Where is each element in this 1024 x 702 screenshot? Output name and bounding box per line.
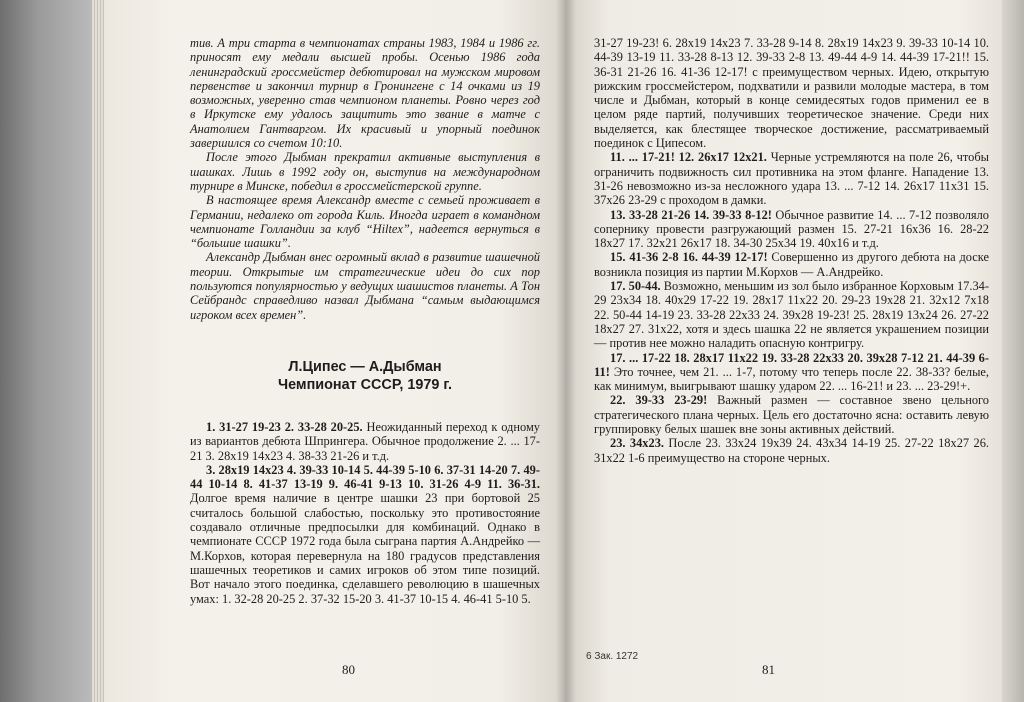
commentary: Совершенно из другого дебюта на доске возникла позиция из партии М.Корхов — А.Андрейко. — [594, 250, 989, 279]
right-page-text — [594, 36, 989, 465]
page-number-left: 80 — [342, 662, 355, 677]
game-paragraph-8 — [594, 393, 989, 436]
moves: 15. 41-36 2-8 16. 44-39 12-17! — [610, 250, 768, 265]
game-title-event: Чемпионат СССР, 1979 г. — [278, 376, 452, 393]
game-paragraph-2 — [190, 463, 540, 606]
commentary: Важный размен — составное звено цельного стратегического плана черных. Цель его достаточно ясна: оставить левую группировку белых шашек вне зоны активных действий. — [594, 393, 989, 437]
scan-background-right — [1002, 0, 1024, 702]
commentary: Долгое время наличие в центре шашки 23 при бортовой 25 считалось большой слабостью, поскольку это противостояние создавало отличные предпосылки для комбинаций. Однако в чемпионате СССР 1972 года была сыграна партия А.Андрейко — М.Корхов, которая перевернула на 180 градусов представления шашечных теоретиков и самих игроков об этом типе позиций. Вот начало этого поединка, сделавшего революцию в шашечных умах: 1. 32-28 20-25 2. 37-32 15-20 3. 41-37 10-15 4. 46-41 5-10 5. — [190, 491, 540, 606]
intro-paragraph-3: В настоящее время Александр вместе с семьей проживает в Германии, недалеко от города Киль. Иногда играет в командном чемпионате Голландии за клуб “Hiltex”, надеется вернуться в “большие шашки”. — [190, 193, 540, 251]
intro-paragraph-1: тив. А три старта в чемпионатах страны 1983, 1984 и 1986 гг. приносят ему медали высшей пробы. Осенью 1986 года ленинградский гроссмейстер дебютировал на мужском мировом первенстве и закончил турнир в Гронингене с 14 очками из 19 возможных, уверенно став чемпионом планеты. Ровно через год в Иркутске ему удалось защитить это звание в матче с Анатолием Гантваргом. Их красивый и упорный поединок завершился со счетом 10:10. — [190, 36, 540, 151]
commentary: Обычное развитие 14. ... 7-12 позволяло сопернику провести разгружающий размен 15. 27-21 16x36 16. 28-22 18x27 17. 32x21 26x17 18. 34-30 25x34 19. 40x16 и т.д. — [594, 207, 989, 251]
game-paragraph-3 — [594, 150, 989, 207]
moves: 23. 34x23. — [610, 436, 664, 451]
game-paragraph-5 — [594, 250, 989, 279]
game-title-players: Л.Ципес — А.Дыбман — [288, 358, 442, 375]
commentary: Возможно, меньшим из зол было избранное Корховым 17.34-29 23x34 18. 40x29 17-22 19. 28x17 11x22 20. 29-23 19x28 21. 32x12 7x18 22. 50-44 14-19 23. 33-28 22x33 24. 39x28 19-23! 25. 28x19 13x24 26. 27-22 18x27 27. 31x22, хотя и здесь шашка 22 не является украшением позиции — против нее можно наладить опасную контригру. — [594, 279, 989, 351]
game-paragraph-7 — [594, 351, 989, 394]
moves: 3. 28x19 14x23 4. 39-33 10-14 5. 44-39 5-10 6. 37-31 14-20 7. 49-44 10-14 8. 41-37 13-19 9. 46-41 9-13 10. 31-26 4-9 11. 36-31. — [190, 462, 540, 492]
commentary: После 23. 33x24 19x39 24. 43x34 14-19 25. 27-22 18x27 26. 31x22 1-6 преимущество на стороне черных. — [594, 436, 989, 465]
moves: 11. ... 17-21! 12. 26x17 12x21. — [610, 150, 767, 165]
game-paragraph-4 — [594, 208, 989, 251]
commentary: Это точнее, чем 21. ... 1-7, потому что теперь после 22. 38-33? белые, как минимум, выигрывают шашку ударом 22. ... 16-21! и 23. ... 23-29!+. — [594, 364, 989, 394]
moves: 13. 33-28 21-26 14. 39-33 8-12! — [610, 207, 772, 222]
game-paragraph-9 — [594, 436, 989, 465]
moves: 22. 39-33 23-29! — [610, 393, 708, 408]
commentary: Черные устремляются на поле 26, чтобы ограничить подвижность сил противника на этом фланге. Нападение 13. 31-26 невозможно из-за несложного удара 13. ... 7-12 14. 26x17 11x31 15. 37x26 23-29 с проходом в дамки. — [594, 150, 989, 208]
scan-background-left — [0, 0, 96, 702]
page-number-right: 81 — [762, 662, 775, 677]
moves: 17. 50-44. — [610, 279, 661, 294]
left-page-text — [190, 36, 540, 606]
game-paragraph-6 — [594, 279, 989, 350]
right-page — [566, 0, 1002, 702]
continued-paragraph: 31-27 19-23! 6. 28x19 14x23 7. 33-28 9-14 8. 28x19 14x23 9. 39-33 10-14 10. 44-39 13-19 11. 33-28 8-13 12. 39-33 2-8 13. 49-44 4-9 14. 44-39 17-21!! 15. 36-31 21-26 16. 41-36 12-17! с преимуществом черных. Идею, открытую рижским гроссмейстером, подхватили и развили молодые мастера, в том числе и Дыбман, который в конце семидесятых годов применил ее в целом ряде партий, получивших теоретическое значение. Среди них выделяется, как блестящее творческое достижение, рассматриваемый поединок с Ципесом. — [594, 36, 989, 151]
intro-paragraph-2: После этого Дыбман прекратил активные выступления в шашках. Лишь в 1992 году он, выступив на международном турнире в Минске, победил в гроссмейстерской группе. — [190, 150, 540, 193]
game-paragraph-1 — [190, 420, 540, 463]
moves: 17. ... 17-22 18. 28x17 11x22 19. 33-28 22x33 20. 39x28 7-12 21. 44-39 6-11! — [594, 350, 989, 379]
commentary: Неожиданный переход к одному из вариантов дебюта Шпрингера. Обычное продолжение 2. ... 17-21 3. 28x19 14x23 4. 38-33 21-26 и т.д. — [190, 419, 540, 463]
printer-signature: 6 Зак. 1272 — [586, 651, 639, 662]
book-spine-shadow — [556, 0, 576, 702]
intro-paragraph-4: Александр Дыбман внес огромный вклад в развитие шашечной теории. Открытые им стратегические идеи до сих пор пользуются популярностью у ведущих шашистов планеты. А Тон Сейбрандс справедливо назвал Дыбмана “самым выдающимся игроком всех времен”. — [190, 250, 540, 322]
moves: 1. 31-27 19-23 2. 33-28 20-25. — [206, 419, 363, 434]
left-page — [104, 0, 566, 702]
game-title — [190, 358, 540, 394]
